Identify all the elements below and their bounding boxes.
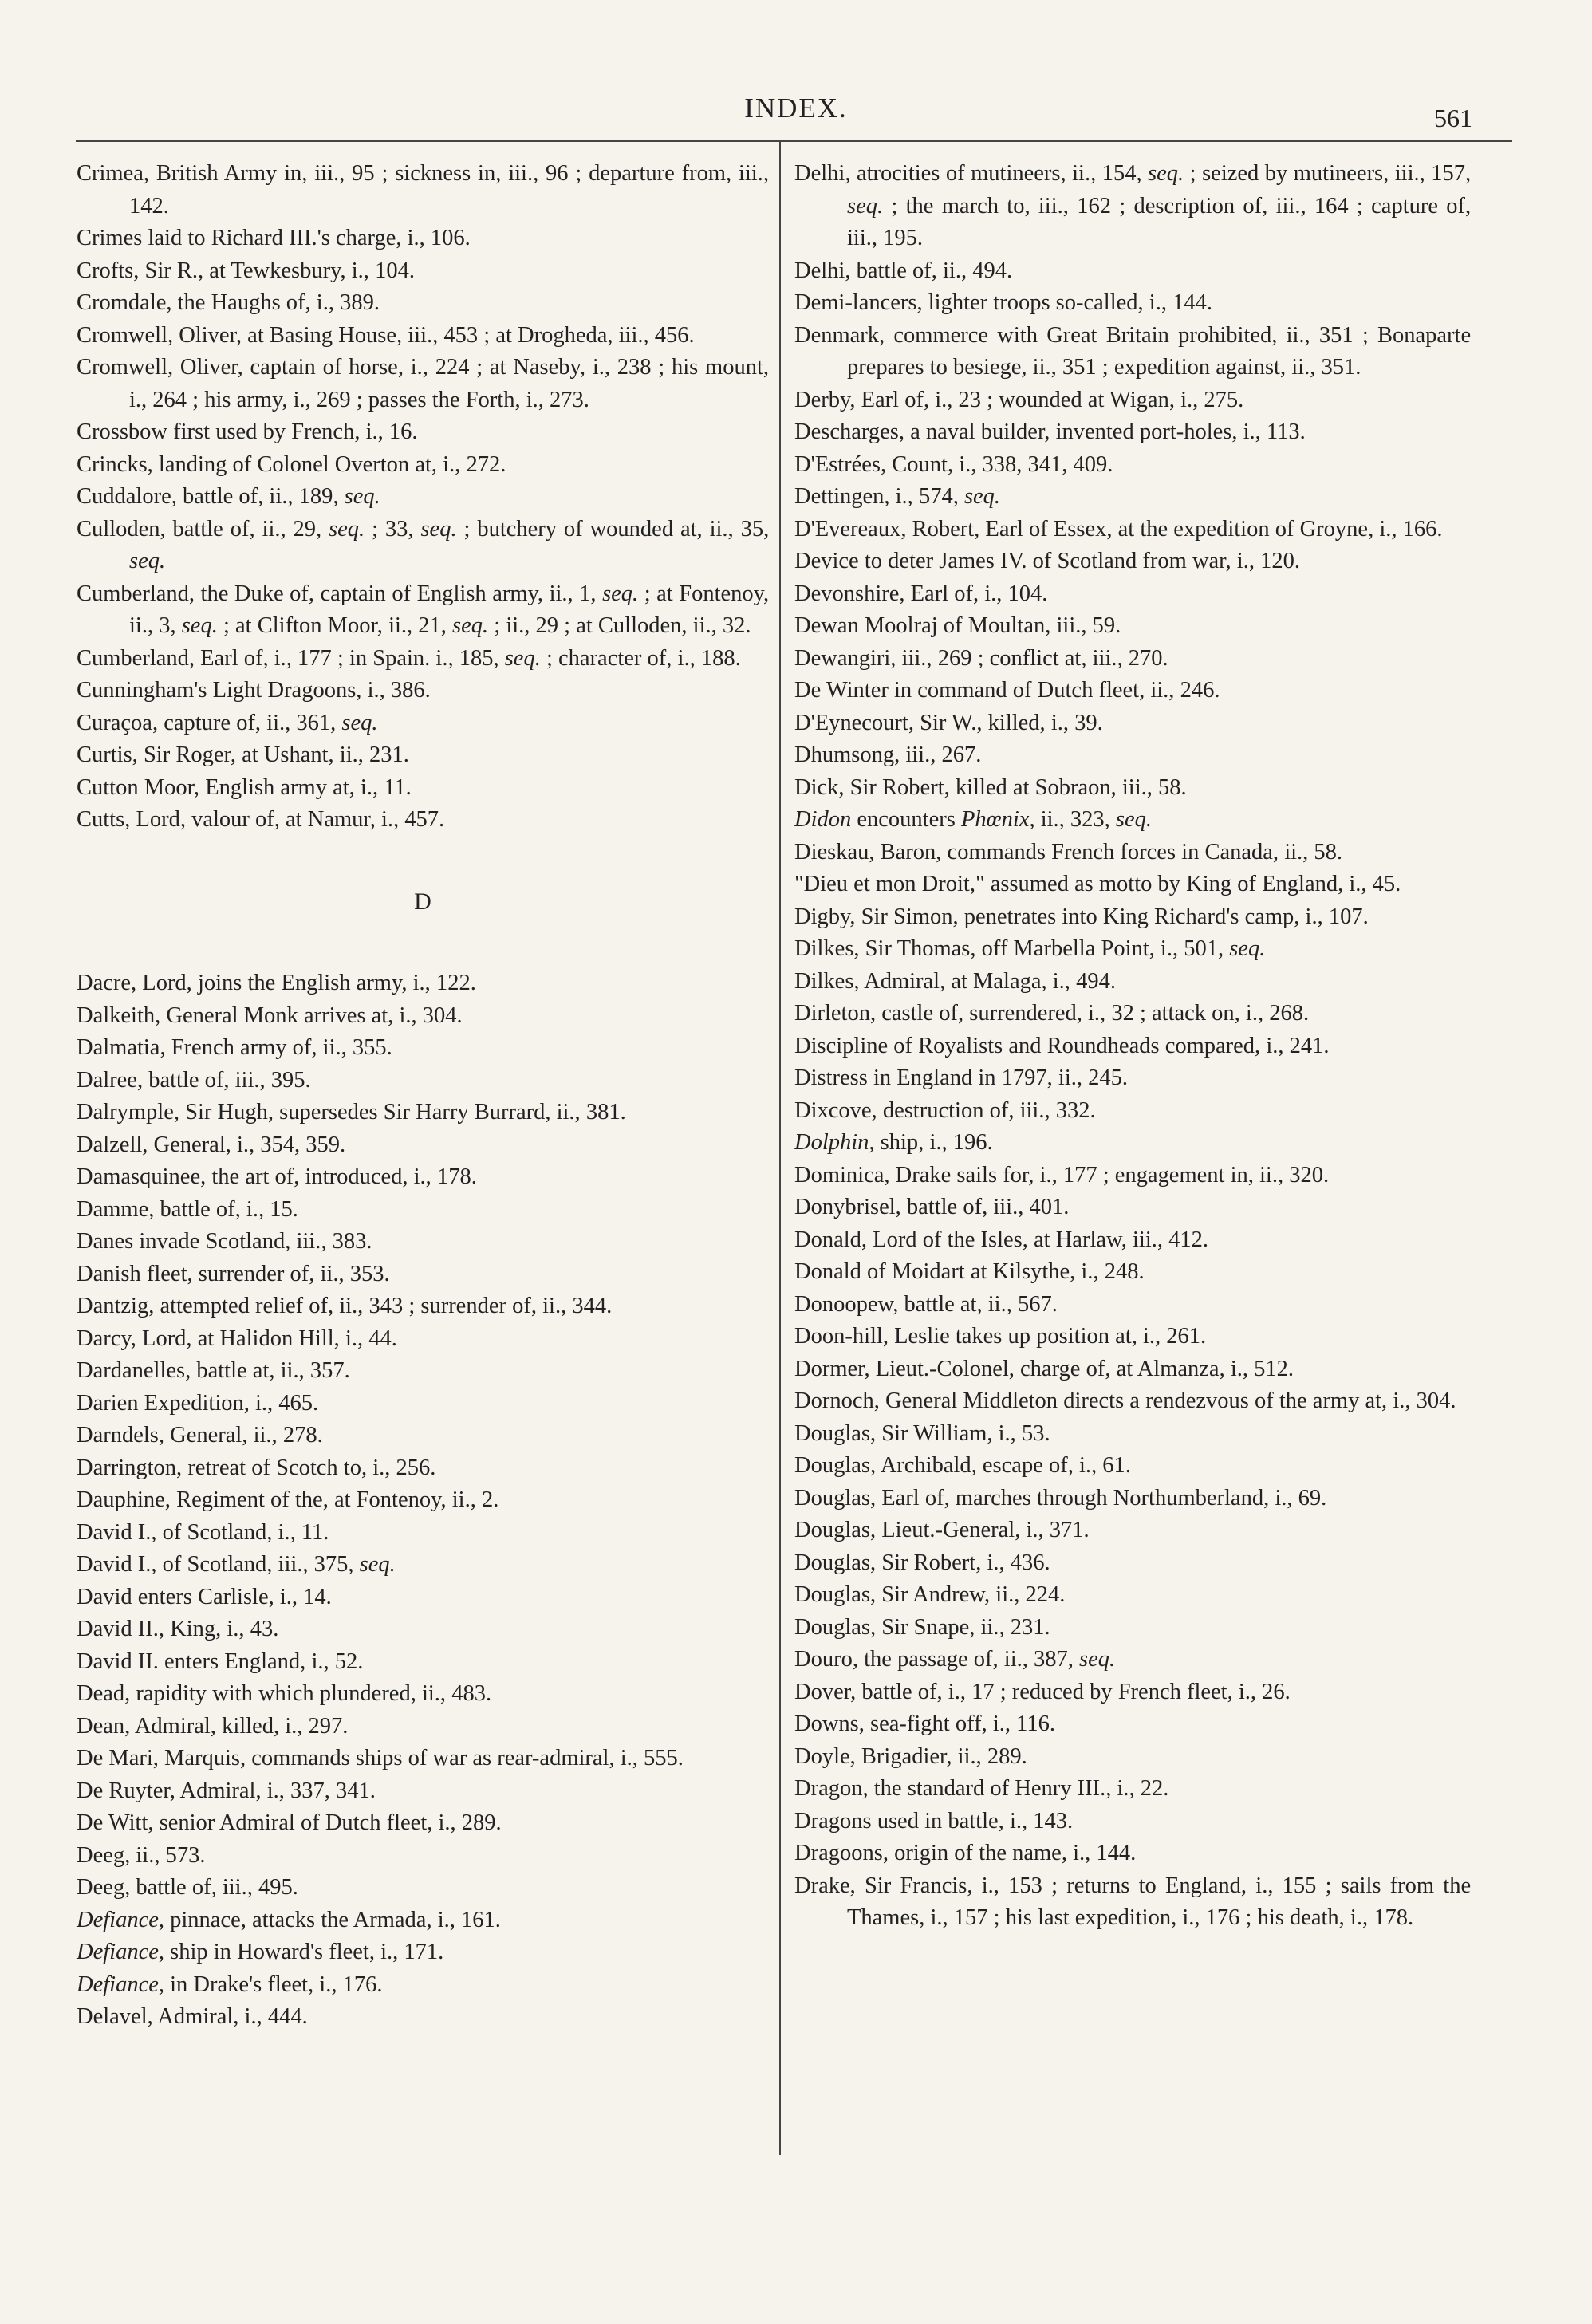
index-entry: Dean, Admiral, killed, i., 297. xyxy=(77,1713,349,1739)
index-entry: Douglas, Sir Robert, i., 436. xyxy=(794,1550,1050,1575)
index-entry: Dormer, Lieut.-Colonel, charge of, at Almanza, i., 512. xyxy=(794,1356,1294,1381)
index-entry: D'Estrées, Count, i., 338, 341, 409. xyxy=(794,451,1113,477)
index-entry: Devonshire, Earl of, i., 104. xyxy=(794,581,1048,606)
index-entry: Defiance, ship in Howard's fleet, i., 171. xyxy=(77,1940,444,1964)
index-entry: Dalmatia, French army of, ii., 355. xyxy=(77,1035,392,1060)
index-entry: Dhumsong, iii., 267. xyxy=(794,742,982,767)
index-entry: Curtis, Sir Roger, at Ushant, ii., 231. xyxy=(77,742,409,767)
index-entry: Dantzig, attempted relief of, ii., 343 ; surrender of, ii., 344. xyxy=(77,1294,613,1318)
c-entries-list xyxy=(77,158,769,837)
index-entry: Crossbow first used by French, i., 16. xyxy=(77,420,418,444)
index-entry: Douglas, Sir William, i., 53. xyxy=(794,1420,1050,1446)
index-entry: Darndels, General, ii., 278. xyxy=(77,1423,323,1448)
index-entry: David II., King, i., 43. xyxy=(77,1617,279,1641)
left-column xyxy=(77,158,769,2034)
index-entry: Delhi, atrocities of mutineers, ii., 154, seq. ; seized by mutineers, iii., 157, seq. ; the march to, iii., 162 ; description of, iii., 164 ; capture of, iii., 195. xyxy=(794,161,1472,250)
index-entry: Dauphine, Regiment of the, at Fontenoy, ii., 2. xyxy=(77,1487,499,1512)
index-entry: Device to deter James IV. of Scotland from war, i., 120. xyxy=(794,549,1300,573)
index-entry: Danish fleet, surrender of, ii., 353. xyxy=(77,1261,390,1286)
index-entry: Douglas, Sir Andrew, ii., 224. xyxy=(794,1582,1066,1607)
index-entry: Darien Expedition, i., 465. xyxy=(77,1390,319,1416)
index-entry: Downs, sea-fight off, i., 116. xyxy=(794,1711,1055,1736)
index-entry: Damme, battle of, i., 15. xyxy=(77,1196,298,1222)
column-divider xyxy=(779,142,781,2155)
index-entry: Donoopew, battle at, ii., 567. xyxy=(794,1291,1058,1317)
index-entry: Donald of Moidart at Kilsythe, i., 248. xyxy=(794,1259,1145,1284)
index-entry: Cutts, Lord, valour of, at Namur, i., 457. xyxy=(77,807,445,832)
index-entry: Delavel, Admiral, i., 444. xyxy=(77,2004,308,2029)
index-entry: Danes invade Scotland, iii., 383. xyxy=(77,1229,372,1254)
index-entry: Cumberland, the Duke of, captain of English army, ii., 1, seq. ; at Fontenoy, ii., 3, seq. ; at Clifton Moor, ii., 21, seq. ; ii., 29 ; at Culloden, ii., 32. xyxy=(77,581,770,638)
page-header xyxy=(0,80,1592,144)
index-entry: Donald, Lord of the Isles, at Harlaw, iii., 412. xyxy=(794,1227,1209,1252)
index-entry: Donybrisel, battle of, iii., 401. xyxy=(794,1195,1070,1219)
index-entry: Cromwell, Oliver, captain of horse, i., 224 ; at Naseby, i., 238 ; his mount, i., 264 ; his army, i., 269 ; passes the Forth, i., 273. xyxy=(77,355,770,412)
index-entry: Discipline of Royalists and Roundheads compared, i., 241. xyxy=(794,1033,1330,1058)
right-column xyxy=(794,158,1471,1935)
index-entry: Defiance, in Drake's fleet, i., 176. xyxy=(77,1971,383,1997)
index-entry: Denmark, commerce with Great Britain prohibited, ii., 351 ; Bonaparte prepares to besiege, ii., 351 ; expedition against, ii., 351. xyxy=(794,322,1472,380)
index-entry: Demi-lancers, lighter troops so-called, i., 144. xyxy=(794,290,1212,315)
index-entry: Cunningham's Light Dragoons, i., 386. xyxy=(77,678,431,703)
index-entry: David II. enters England, i., 52. xyxy=(77,1648,364,1674)
index-entry: Dick, Sir Robert, killed at Sobraon, iii., 58. xyxy=(794,774,1187,800)
d-entries-list xyxy=(77,967,769,2034)
index-entry: Dilkes, Sir Thomas, off Marbella Point, i., 501, seq. xyxy=(794,936,1266,961)
index-entry: Dixcove, destruction of, iii., 332. xyxy=(794,1097,1096,1123)
header-rule xyxy=(76,140,1512,142)
index-entry: David I., of Scotland, iii., 375, seq. xyxy=(77,1552,396,1577)
index-entry: Didon encounters Phœnix, ii., 323, seq. xyxy=(794,807,1153,832)
index-entry: Distress in England in 1797, ii., 245. xyxy=(794,1065,1129,1090)
index-entry: Descharges, a naval builder, invented port-holes, i., 113. xyxy=(794,420,1306,444)
index-entry: Dardanelles, battle at, ii., 357. xyxy=(77,1358,350,1383)
index-entry: "Dieu et mon Droit," assumed as motto by King of England, i., 45. xyxy=(794,872,1401,896)
index-entry: Dalree, battle of, iii., 395. xyxy=(77,1067,311,1093)
index-entry: Defiance, pinnace, attacks the Armada, i., 161. xyxy=(77,1907,501,1932)
page-number: 561 xyxy=(1434,104,1472,132)
index-entry: Dornoch, General Middleton directs a rendezvous of the army at, i., 304. xyxy=(794,1388,1456,1413)
index-entry: Douro, the passage of, ii., 387, seq. xyxy=(794,1647,1116,1672)
index-entry: Cutton Moor, English army at, i., 11. xyxy=(77,774,412,800)
index-entry: Digby, Sir Simon, penetrates into King Richard's camp, i., 107. xyxy=(794,904,1369,929)
page-title: INDEX. xyxy=(744,93,848,124)
index-entry: Dacre, Lord, joins the English army, i., 122. xyxy=(77,971,476,995)
index-entry: Crimea, British Army in, iii., 95 ; sickness in, iii., 96 ; departure from, iii., 142. xyxy=(77,161,769,219)
index-entry: Douglas, Sir Snape, ii., 231. xyxy=(794,1614,1050,1640)
index-entry: Cromwell, Oliver, at Basing House, iii., 453 ; at Drogheda, iii., 456. xyxy=(77,322,695,348)
index-entry: Dalzell, General, i., 354, 359. xyxy=(77,1132,346,1157)
index-entry: Douglas, Earl of, marches through Northumberland, i., 69. xyxy=(794,1485,1327,1511)
index-entry: Derby, Earl of, i., 23 ; wounded at Wigan, i., 275. xyxy=(794,387,1244,412)
index-entry: Crofts, Sir R., at Tewkesbury, i., 104. xyxy=(77,258,415,283)
index-entry: Drake, Sir Francis, i., 153 ; returns to England, i., 155 ; sails from the Thames, i., 157 ; his last expedition, i., 176 ; his death, i., 178. xyxy=(794,1873,1472,1930)
index-entry: David I., of Scotland, i., 11. xyxy=(77,1519,329,1545)
index-entry: Cromdale, the Haughs of, i., 389. xyxy=(77,290,380,315)
index-entry: Dirleton, castle of, surrendered, i., 32 ; attack on, i., 268. xyxy=(794,1001,1310,1026)
index-entry: Delhi, battle of, ii., 494. xyxy=(794,258,1013,283)
index-entry: Deeg, battle of, iii., 495. xyxy=(77,1875,298,1900)
index-entry: Damasquinee, the art of, introduced, i., 178. xyxy=(77,1164,477,1189)
index-entry: Dover, battle of, i., 17 ; reduced by French fleet, i., 26. xyxy=(794,1679,1291,1704)
index-entry: Crincks, landing of Colonel Overton at, i., 272. xyxy=(77,451,506,477)
index-entry: De Winter in command of Dutch fleet, ii., 246. xyxy=(794,678,1220,703)
index-entry: Doyle, Brigadier, ii., 289. xyxy=(794,1743,1027,1769)
index-entry: Curaçoa, capture of, ii., 361, seq. xyxy=(77,710,378,735)
index-entry: Dewangiri, iii., 269 ; conflict at, iii., 270. xyxy=(794,645,1168,671)
index-entry: De Witt, senior Admiral of Dutch fleet, i., 289. xyxy=(77,1810,502,1835)
right-entries-list xyxy=(794,158,1471,1935)
index-entry: Culloden, battle of, ii., 29, seq. ; 33, seq. ; butchery of wounded at, ii., 35, seq. xyxy=(77,516,770,573)
index-entry: Dragoons, origin of the name, i., 144. xyxy=(794,1841,1137,1865)
index-entry: Cumberland, Earl of, i., 177 ; in Spain. i., 185, seq. ; character of, i., 188. xyxy=(77,645,741,671)
index-entry: Dalrymple, Sir Hugh, supersedes Sir Harry Burrard, ii., 381. xyxy=(77,1100,626,1125)
index-entry: De Ruyter, Admiral, i., 337, 341. xyxy=(77,1778,376,1803)
index-entry: Dalkeith, General Monk arrives at, i., 304. xyxy=(77,1002,463,1028)
index-entry: Dead, rapidity with which plundered, ii., 483. xyxy=(77,1681,492,1706)
index-entry: Deeg, ii., 573. xyxy=(77,1842,206,1868)
index-entry: De Mari, Marquis, commands ships of war as rear-admiral, i., 555. xyxy=(77,1746,684,1771)
index-entry: Crimes laid to Richard III.'s charge, i., 106. xyxy=(77,226,471,250)
index-entry: Darrington, retreat of Scotch to, i., 256. xyxy=(77,1455,436,1480)
index-entry: D'Evereaux, Robert, Earl of Essex, at the expedition of Groyne, i., 166. xyxy=(794,516,1443,542)
index-entry: Dolphin, ship, i., 196. xyxy=(794,1130,993,1155)
index-entry: Cuddalore, battle of, ii., 189, seq. xyxy=(77,484,380,509)
index-entry: Dettingen, i., 574, seq. xyxy=(794,484,1001,509)
index-entry: Douglas, Archibald, escape of, i., 61. xyxy=(794,1453,1131,1478)
index-entry: David enters Carlisle, i., 14. xyxy=(77,1584,332,1609)
index-entry: Dewan Moolraj of Moultan, iii., 59. xyxy=(794,613,1121,638)
index-entry: Dragon, the standard of Henry III., i., 22. xyxy=(794,1776,1169,1801)
section-letter-d: D xyxy=(414,888,431,915)
index-entry: Doon-hill, Leslie takes up position at, i., 261. xyxy=(794,1324,1207,1349)
index-entry: Dilkes, Admiral, at Malaga, i., 494. xyxy=(794,968,1116,994)
index-entry: Douglas, Lieut.-General, i., 371. xyxy=(794,1518,1090,1542)
index-entry: Dragons used in battle, i., 143. xyxy=(794,1808,1074,1834)
index-entry: Dominica, Drake sails for, i., 177 ; engagement in, ii., 320. xyxy=(794,1162,1330,1188)
index-entry: Dieskau, Baron, commands French forces in Canada, ii., 58. xyxy=(794,839,1343,865)
index-entry: D'Eynecourt, Sir W., killed, i., 39. xyxy=(794,710,1103,735)
index-entry: Darcy, Lord, at Halidon Hill, i., 44. xyxy=(77,1325,397,1351)
